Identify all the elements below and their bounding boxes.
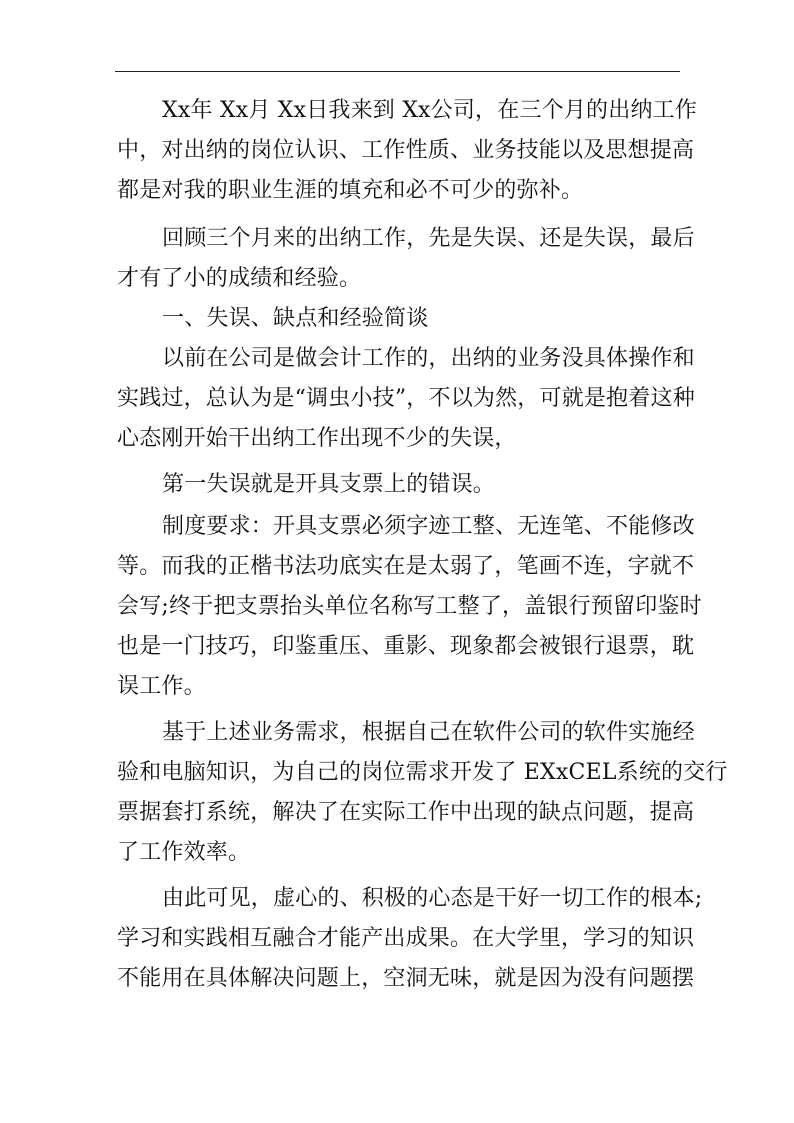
body-line-18: 票据套打系统，解决了在实际工作中出现的缺点问题，提高: [117, 800, 695, 825]
body-line-19: 了工作效率。: [117, 840, 251, 865]
body-line-9: 心态刚开始干出纳工作出现不少的失误，: [117, 426, 517, 451]
body-line-21: 学习和实践相互融合才能产出成果。在大学里，学习的知识: [117, 926, 695, 951]
body-line-8: 实践过，总认为是“调虫小技”，不以为然，可就是抱着这种: [117, 386, 695, 411]
section-heading: 一、失误、缺点和经验简谈: [162, 306, 429, 331]
body-line-5: 才有了小的成绩和经验。: [117, 266, 362, 291]
body-line-2: 中，对出纳的岗位认识、工作性质、业务技能以及思想提高: [117, 138, 695, 163]
body-line-7: 以前在公司是做会计工作的，出纳的业务没具体操作和: [162, 346, 695, 371]
body-line-14: 也是一门技巧，印鉴重压、重影、现象都会被银行退票，耽: [117, 634, 695, 659]
body-line-11: 制度要求：开具支票必须字迹工整、无连笔、不能修改: [162, 514, 695, 539]
body-line-20: 由此可见，虚心的、积极的心态是干好一切工作的根本;: [162, 886, 703, 911]
body-line-16: 基于上述业务需求，根据自己在软件公司的软件实施经: [162, 720, 695, 745]
body-line-3: 都是对我的职业生涯的填充和必不可少的弥补。: [117, 178, 584, 203]
body-line-15: 误工作。: [117, 674, 206, 699]
body-line-13: 会写;终于把支票抬头单位名称写工整了，盖银行预留印鉴时: [117, 594, 702, 619]
body-line-10: 第一失误就是开具支票上的错误。: [162, 472, 496, 497]
body-line-1: Xx年 Xx月 Xx日我来到 Xx公司，在三个月的出纳工作: [162, 98, 698, 123]
body-line-12: 等。而我的正楷书法功底实在是太弱了，笔画不连，字就不: [117, 554, 695, 579]
body-line-22: 不能用在具体解决问题上，空洞无味，就是因为没有问题摆: [117, 966, 695, 991]
body-line-17: 验和电脑知识，为自己的岗位需求开发了 EXxCEL系统的交行: [117, 760, 728, 785]
body-line-4: 回顾三个月来的出纳工作，先是失误、还是失误，最后: [162, 226, 695, 251]
